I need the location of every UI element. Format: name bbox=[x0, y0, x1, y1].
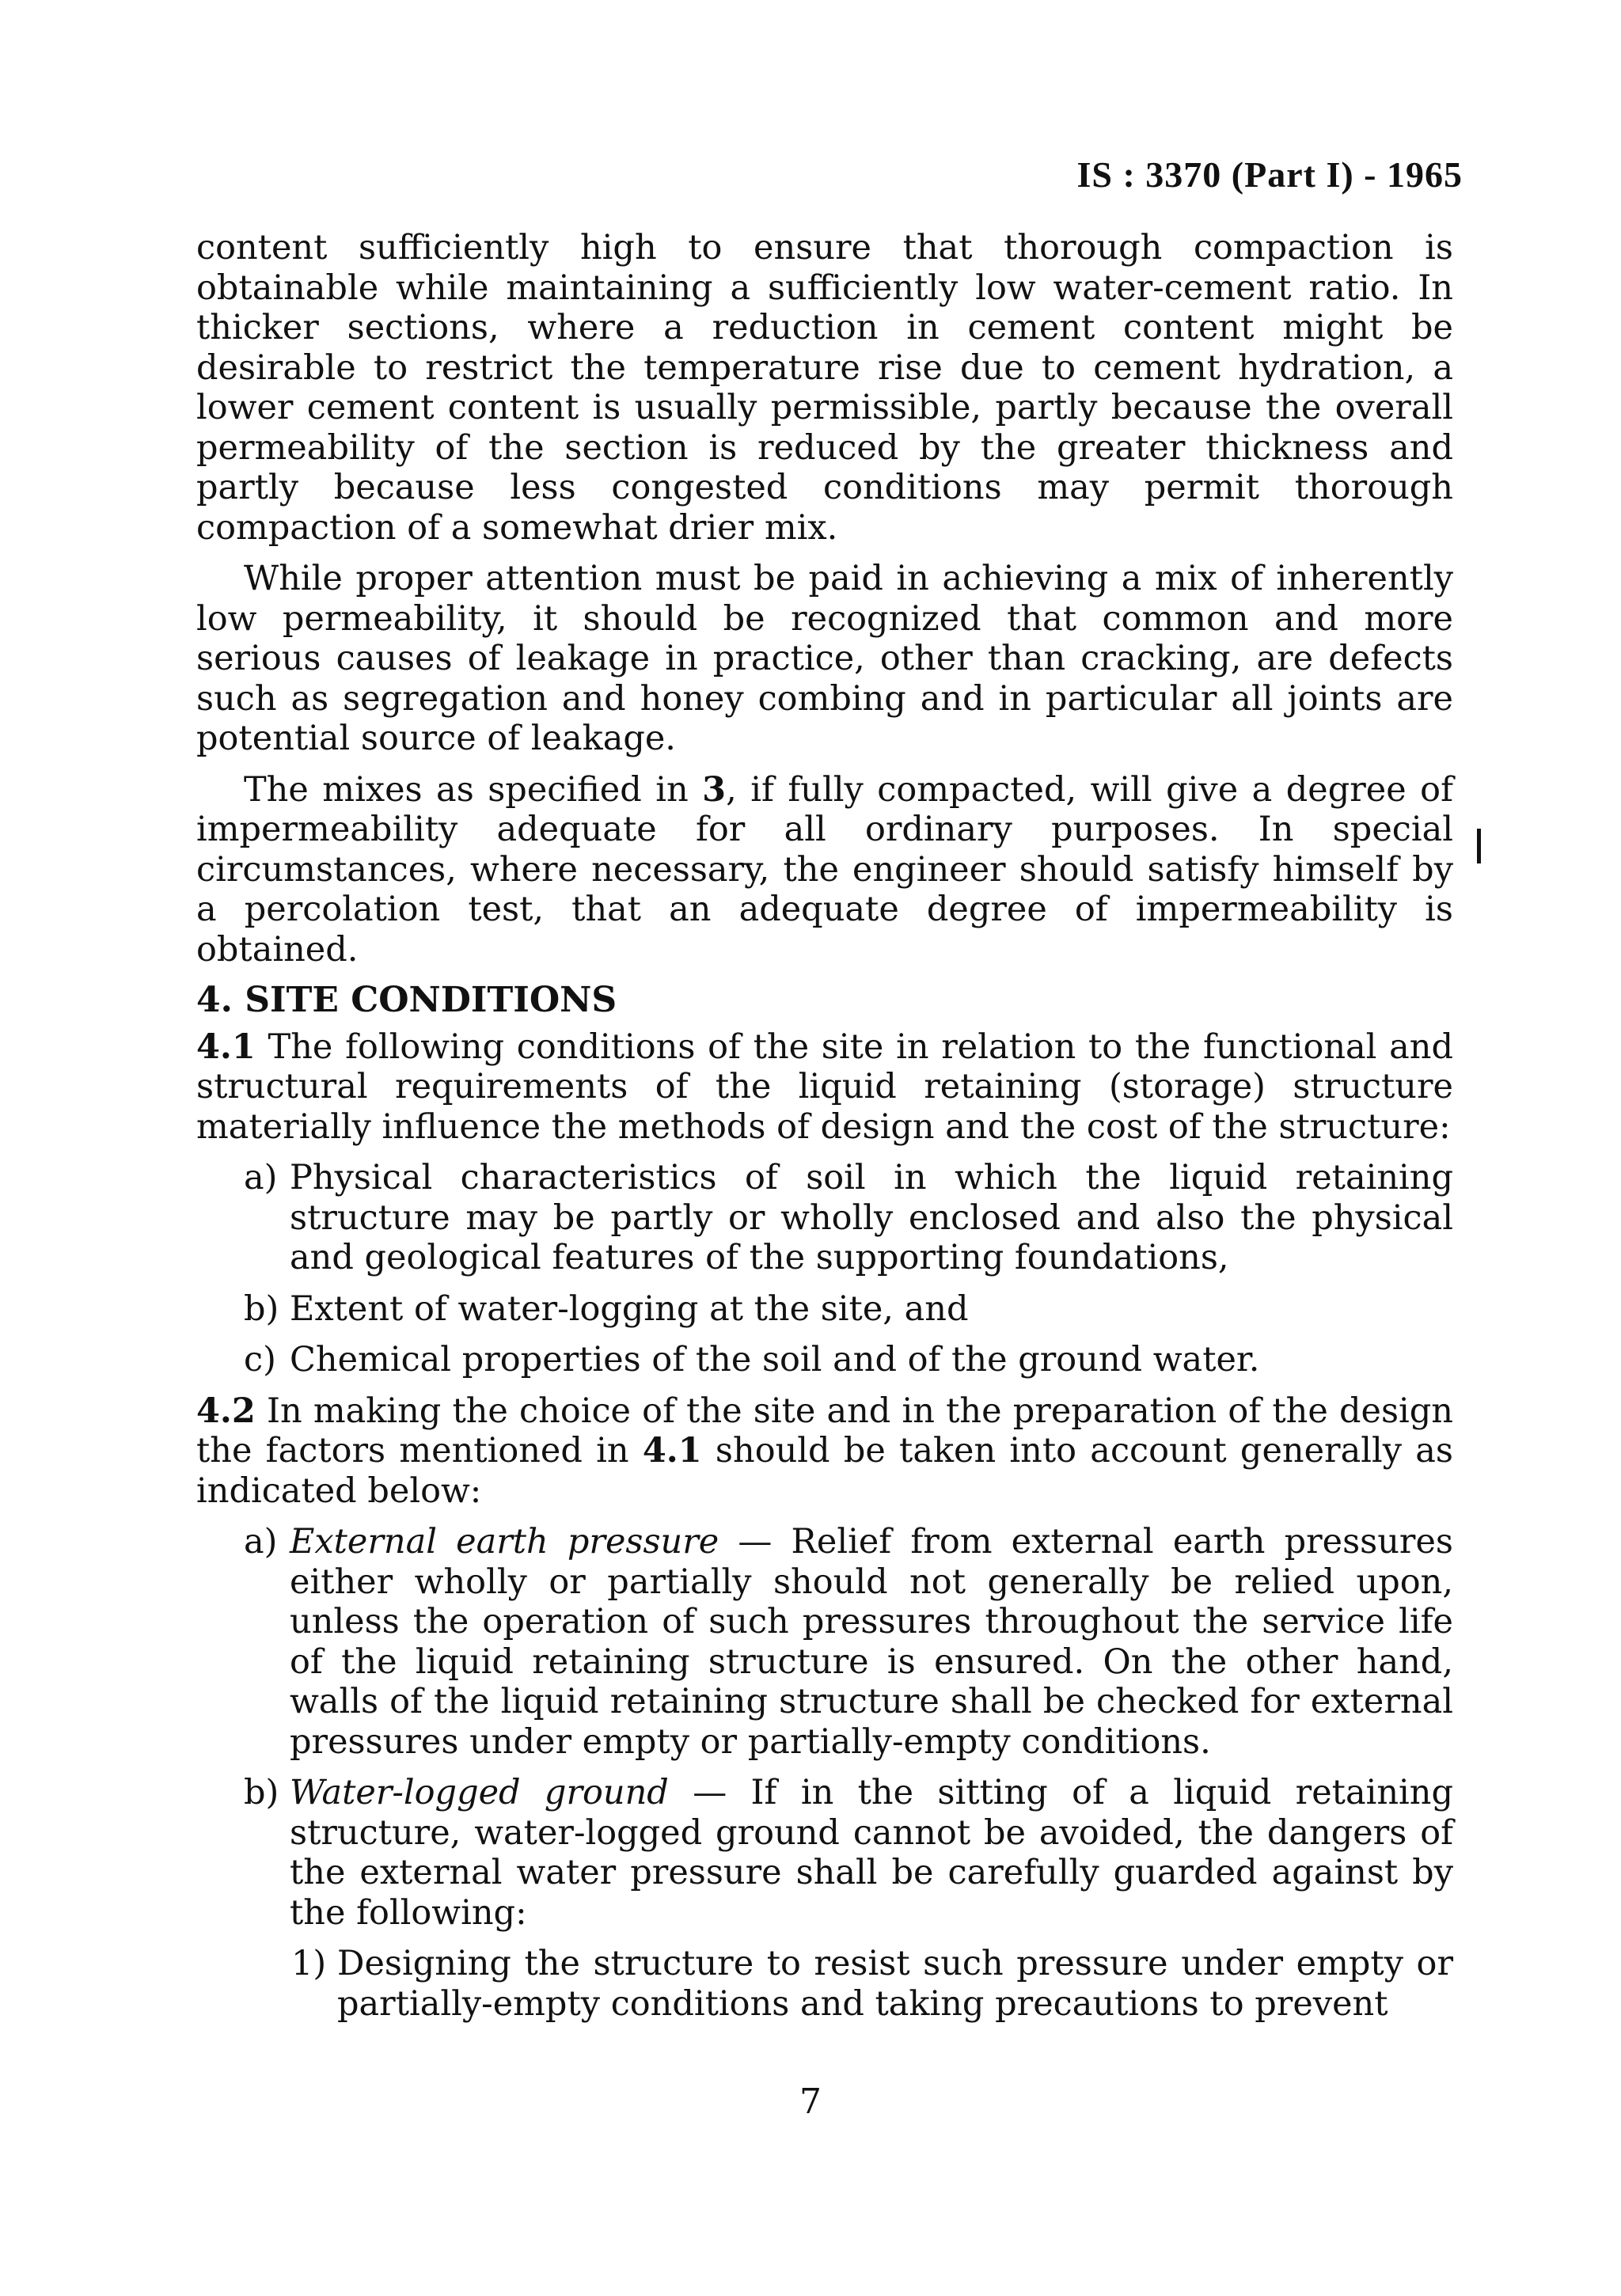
paragraph-leakage: While proper attention must be paid in achieving a mix of inherently low permeability, it should be recognized that common and more serious causes of leakage in practice, other than cracking, are defects such as segregation and honey combing and in particular all joints are potential source of leakage. bbox=[196, 559, 1453, 758]
page-number: 7 bbox=[799, 2082, 822, 2122]
list-item-water-logged-ground bbox=[196, 1773, 1453, 1933]
list-item-text bbox=[290, 1522, 1453, 1762]
list-item bbox=[196, 1340, 1453, 1380]
list-item-text: Chemical properties of the soil and of the ground water. bbox=[290, 1340, 1260, 1379]
standard-header: IS : 3370 (Part I) - 1965 bbox=[1076, 154, 1463, 195]
clause-4-1-text: The following conditions of the site in relation to the functional and structural requirements of the liquid retaining (storage) structure materially influence the methods of design and the cost of the structure: bbox=[196, 1027, 1453, 1147]
list-marker: b) bbox=[244, 1288, 279, 1329]
item-description: — Relief from external earth pressures either wholly or partially should not generally be relied upon, unless the operation of such pressures throughout the service life of the liquid retaining structure is ensured. On the other hand, walls of the liquid retaining structure shall be checked for external pressures under empty or partially-empty conditions. bbox=[290, 1522, 1453, 1762]
item-title: Water-logged ground bbox=[290, 1773, 669, 1812]
section-heading-site-conditions: 4. SITE CONDITIONS bbox=[196, 980, 617, 1020]
list-item-external-earth-pressure bbox=[196, 1522, 1453, 1762]
list-marker: b) bbox=[244, 1773, 279, 1812]
clause-number-4-2: 4.2 bbox=[196, 1391, 256, 1431]
clause-4-2 bbox=[196, 1391, 1453, 1512]
clause-4-2-text-start: In making the choice of the site and in the preparation of the design the factors mentioned in bbox=[196, 1391, 1453, 1471]
list-item-text: Physical characteristics of soil in which the liquid retaining structure may be partly or wholly enclosed and also the physical and geological features of the supporting foundations, bbox=[290, 1158, 1453, 1277]
item-description: — If in the sitting of a liquid retaining structure, water-logged ground cannot be avoided, the dangers of the external water pressure shall be carefully guarded against by the following: bbox=[290, 1773, 1454, 1933]
mixes-text-end: , if fully compacted, will give a degree of impermeability adequate for all ordinary purposes. In special circumstances, where necessary, the engineer should satisfy himself by a percolation test, that an adequate degree of impermeability is obtained. bbox=[196, 769, 1453, 970]
list-marker: c) bbox=[244, 1340, 276, 1379]
clause-ref-3: 3 bbox=[702, 769, 727, 810]
list-marker: a) bbox=[244, 1522, 278, 1562]
clause-4-1-list bbox=[196, 1158, 1453, 1380]
item-title: External earth pressure bbox=[290, 1522, 719, 1562]
clause-4-1 bbox=[196, 1027, 1453, 1148]
sub-list-item bbox=[196, 1944, 1453, 2024]
list-item-text: Extent of water-logging at the site, and bbox=[290, 1288, 969, 1329]
list-item-text bbox=[290, 1773, 1453, 1933]
clause-4-2-text-end: should be taken into account generally as indicated below: bbox=[196, 1431, 1454, 1511]
paragraph-mixes bbox=[196, 770, 1453, 970]
clause-ref-4-1: 4.1 bbox=[642, 1431, 702, 1471]
list-marker: a) bbox=[244, 1158, 278, 1197]
page-content bbox=[196, 228, 1453, 2035]
list-item-text: Designing the structure to resist such pressure under empty or partially-empty conditions and taking precautions to prevent bbox=[337, 1944, 1453, 2024]
clause-number-4-1: 4.1 bbox=[196, 1027, 256, 1067]
list-marker: 1) bbox=[291, 1944, 327, 1983]
mixes-text-start: The mixes as specified in bbox=[244, 769, 703, 810]
list-item bbox=[196, 1158, 1453, 1278]
list-item bbox=[196, 1289, 1453, 1330]
paragraph-continuation: content sufficiently high to ensure that thorough compaction is obtainable while maintaining a sufficiently low water-cement ratio. In thicker sections, where a reduction in cement content might be desirable to restrict the temperature rise due to cement hydration, a lower cement content is usually permissible, partly because the overall permeability of the section is reduced by the greater thickness and partly because less congested conditions may permit thorough compaction of a somewhat drier mix. bbox=[196, 228, 1453, 548]
revision-change-bar bbox=[1477, 829, 1481, 863]
